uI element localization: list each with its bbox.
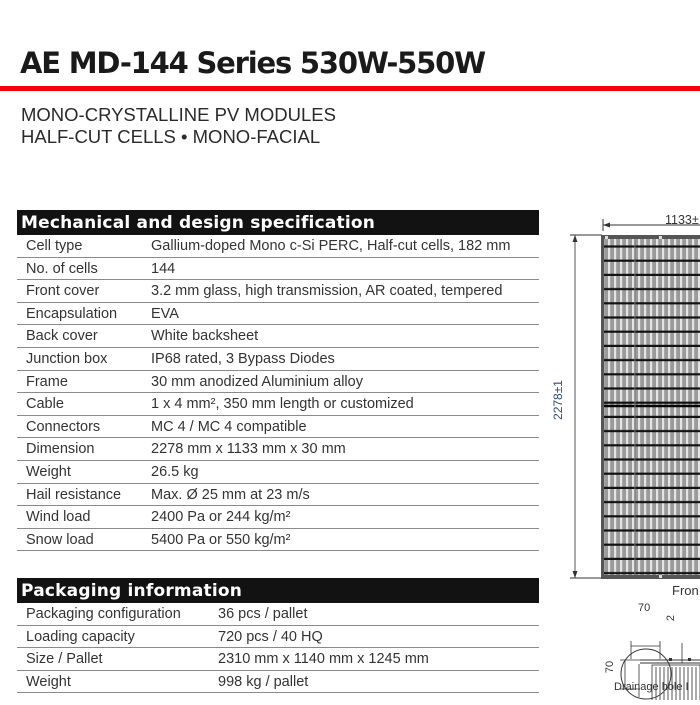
row-value: 5400 Pa or 550 kg/m² bbox=[151, 531, 291, 548]
row-label: Dimension bbox=[26, 441, 95, 458]
height-dimension-label: 2278±1 bbox=[550, 380, 565, 420]
row-value: White backsheet bbox=[151, 328, 259, 345]
row-label: Weight bbox=[26, 673, 71, 690]
table-row bbox=[17, 671, 539, 694]
row-value: 2310 mm x 1140 mm x 1245 mm bbox=[218, 651, 429, 668]
table-row bbox=[17, 235, 539, 258]
row-label: No. of cells bbox=[26, 260, 98, 277]
table-row bbox=[17, 416, 539, 439]
table-row bbox=[17, 303, 539, 326]
table-row bbox=[17, 529, 539, 552]
table-row bbox=[17, 393, 539, 416]
module-front-view-graphic bbox=[560, 205, 700, 700]
row-value: MC 4 / MC 4 compatible bbox=[151, 418, 307, 435]
row-value: Gallium-doped Mono c-Si PERC, Half-cut cells, 182 mm bbox=[151, 238, 511, 254]
table-row bbox=[17, 325, 539, 348]
row-label: Cell type bbox=[26, 238, 83, 254]
row-value: 3.2 mm glass, high transmission, AR coated, tempered bbox=[151, 283, 503, 300]
table-row bbox=[17, 603, 539, 626]
row-value: 26.5 kg bbox=[151, 463, 199, 480]
row-value: EVA bbox=[151, 305, 179, 322]
subtitle bbox=[21, 104, 336, 148]
width-dimension-label: 1133± bbox=[665, 213, 699, 227]
table-row bbox=[17, 461, 539, 484]
row-value: IP68 rated, 3 Bypass Diodes bbox=[151, 350, 335, 367]
detail-dim-gap-label: 2 bbox=[665, 614, 678, 622]
row-value: 2400 Pa or 244 kg/m² bbox=[151, 509, 291, 526]
table-row bbox=[17, 258, 539, 281]
row-value: Max. Ø 25 mm at 23 m/s bbox=[151, 486, 310, 503]
row-label: Encapsulation bbox=[26, 305, 118, 322]
table-row bbox=[17, 348, 539, 371]
title-divider bbox=[0, 86, 700, 91]
table-row bbox=[17, 371, 539, 394]
detail-dim-height-label: 70 bbox=[604, 660, 617, 674]
row-value: 144 bbox=[151, 260, 176, 277]
detail-dim-width-label: 70 bbox=[638, 602, 651, 614]
table-row bbox=[17, 648, 539, 671]
row-label: Junction box bbox=[26, 350, 108, 367]
row-label: Front cover bbox=[26, 283, 100, 300]
table-row bbox=[17, 626, 539, 649]
mechanical-spec-table bbox=[17, 210, 539, 551]
table-row bbox=[17, 280, 539, 303]
row-label: Connectors bbox=[26, 418, 101, 435]
table-row bbox=[17, 484, 539, 507]
row-label: Loading capacity bbox=[26, 628, 135, 645]
row-label: Weight bbox=[26, 463, 71, 480]
row-label: Size / Pallet bbox=[26, 651, 103, 668]
row-label: Back cover bbox=[26, 328, 98, 345]
row-value: 720 pcs / 40 HQ bbox=[218, 628, 323, 645]
page-title: AE MD-144 Series 530W-550W bbox=[20, 46, 485, 80]
table-row bbox=[17, 438, 539, 461]
row-value: 1 x 4 mm², 350 mm length or customized bbox=[151, 396, 414, 413]
row-label: Packaging configuration bbox=[26, 606, 181, 622]
row-value: 30 mm anodized Aluminium alloy bbox=[151, 373, 363, 390]
table-row bbox=[17, 506, 539, 529]
drainage-hole-caption: Drainage hole I bbox=[614, 681, 689, 693]
row-value: 2278 mm x 1133 mm x 30 mm bbox=[151, 441, 346, 458]
section-heading-mechanical: Mechanical and design specification bbox=[17, 210, 539, 235]
row-label: Wind load bbox=[26, 509, 91, 526]
section-heading-packaging: Packaging information bbox=[17, 578, 539, 603]
row-value: 998 kg / pallet bbox=[218, 673, 309, 690]
front-view-caption: Fron bbox=[672, 583, 699, 598]
packaging-info-table bbox=[17, 578, 539, 693]
row-label: Hail resistance bbox=[26, 486, 122, 503]
subtitle-line-1: MONO-CRYSTALLINE PV MODULES bbox=[21, 104, 336, 125]
row-label: Snow load bbox=[26, 531, 94, 548]
row-value: 36 pcs / pallet bbox=[218, 606, 308, 622]
subtitle-line-2: HALF-CUT CELLS • MONO-FACIAL bbox=[21, 126, 321, 147]
row-label: Frame bbox=[26, 373, 68, 390]
row-label: Cable bbox=[26, 396, 64, 413]
module-drawing bbox=[550, 205, 700, 700]
